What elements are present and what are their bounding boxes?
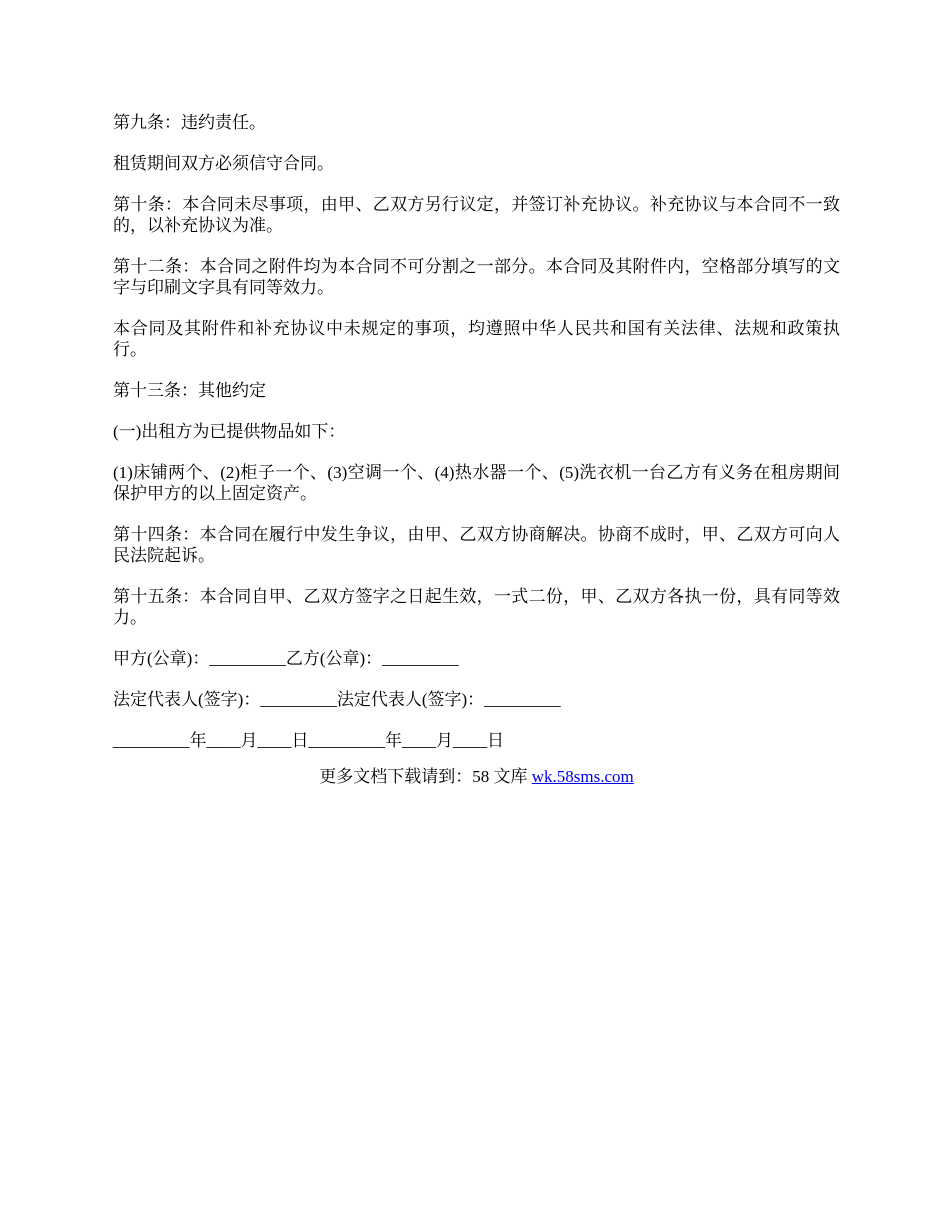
provided-items-list: (1)床铺两个、(2)柜子一个、(3)空调一个、(4)热水器一个、(5)洗衣机一台乙方有义务在租房期间保护甲方的以上固定资产。 xyxy=(113,463,840,503)
document-body xyxy=(113,112,840,771)
unspecified-matters-text: 本合同及其附件和补充协议中未规定的事项，均遵照中华人民共和国有关法律、法规和政策执行。 xyxy=(113,319,840,359)
footer-link[interactable]: wk.58sms.com xyxy=(531,767,634,786)
date-line: _________年____月____日_________年____月____日 xyxy=(113,731,504,750)
article-12-text: 第十二条：本合同之附件均为本合同不可分割之一部分。本合同及其附件内，空格部分填写的文字与印刷文字具有同等效力。 xyxy=(113,257,840,297)
footer-text: 更多文档下载请到：58 文库 xyxy=(319,767,532,786)
provided-items-heading: (一)出租方为已提供物品如下： xyxy=(113,422,346,441)
article-15-text: 第十五条：本合同自甲、乙双方签字之日起生效，一式二份，甲、乙双方各执一份，具有同等效力。 xyxy=(113,587,840,627)
article-9-heading: 第九条：违约责任。 xyxy=(113,113,266,132)
article-9-text: 租赁期间双方必须信守合同。 xyxy=(113,154,334,173)
legal-rep-signature-line: 法定代表人(签字)：_________法定代表人(签字)：_________ xyxy=(113,690,561,709)
article-13-heading: 第十三条：其他约定 xyxy=(113,381,266,400)
download-footer xyxy=(113,766,840,787)
article-14-text: 第十四条：本合同在履行中发生争议，由甲、乙双方协商解决。协商不成时，甲、乙双方可向人民法院起诉。 xyxy=(113,525,840,565)
article-10-text: 第十条：本合同未尽事项，由甲、乙双方另行议定，并签订补充协议。补充协议与本合同不一致的，以补充协议为准。 xyxy=(113,195,840,235)
party-seal-line: 甲方(公章)：_________乙方(公章)：_________ xyxy=(113,649,459,668)
